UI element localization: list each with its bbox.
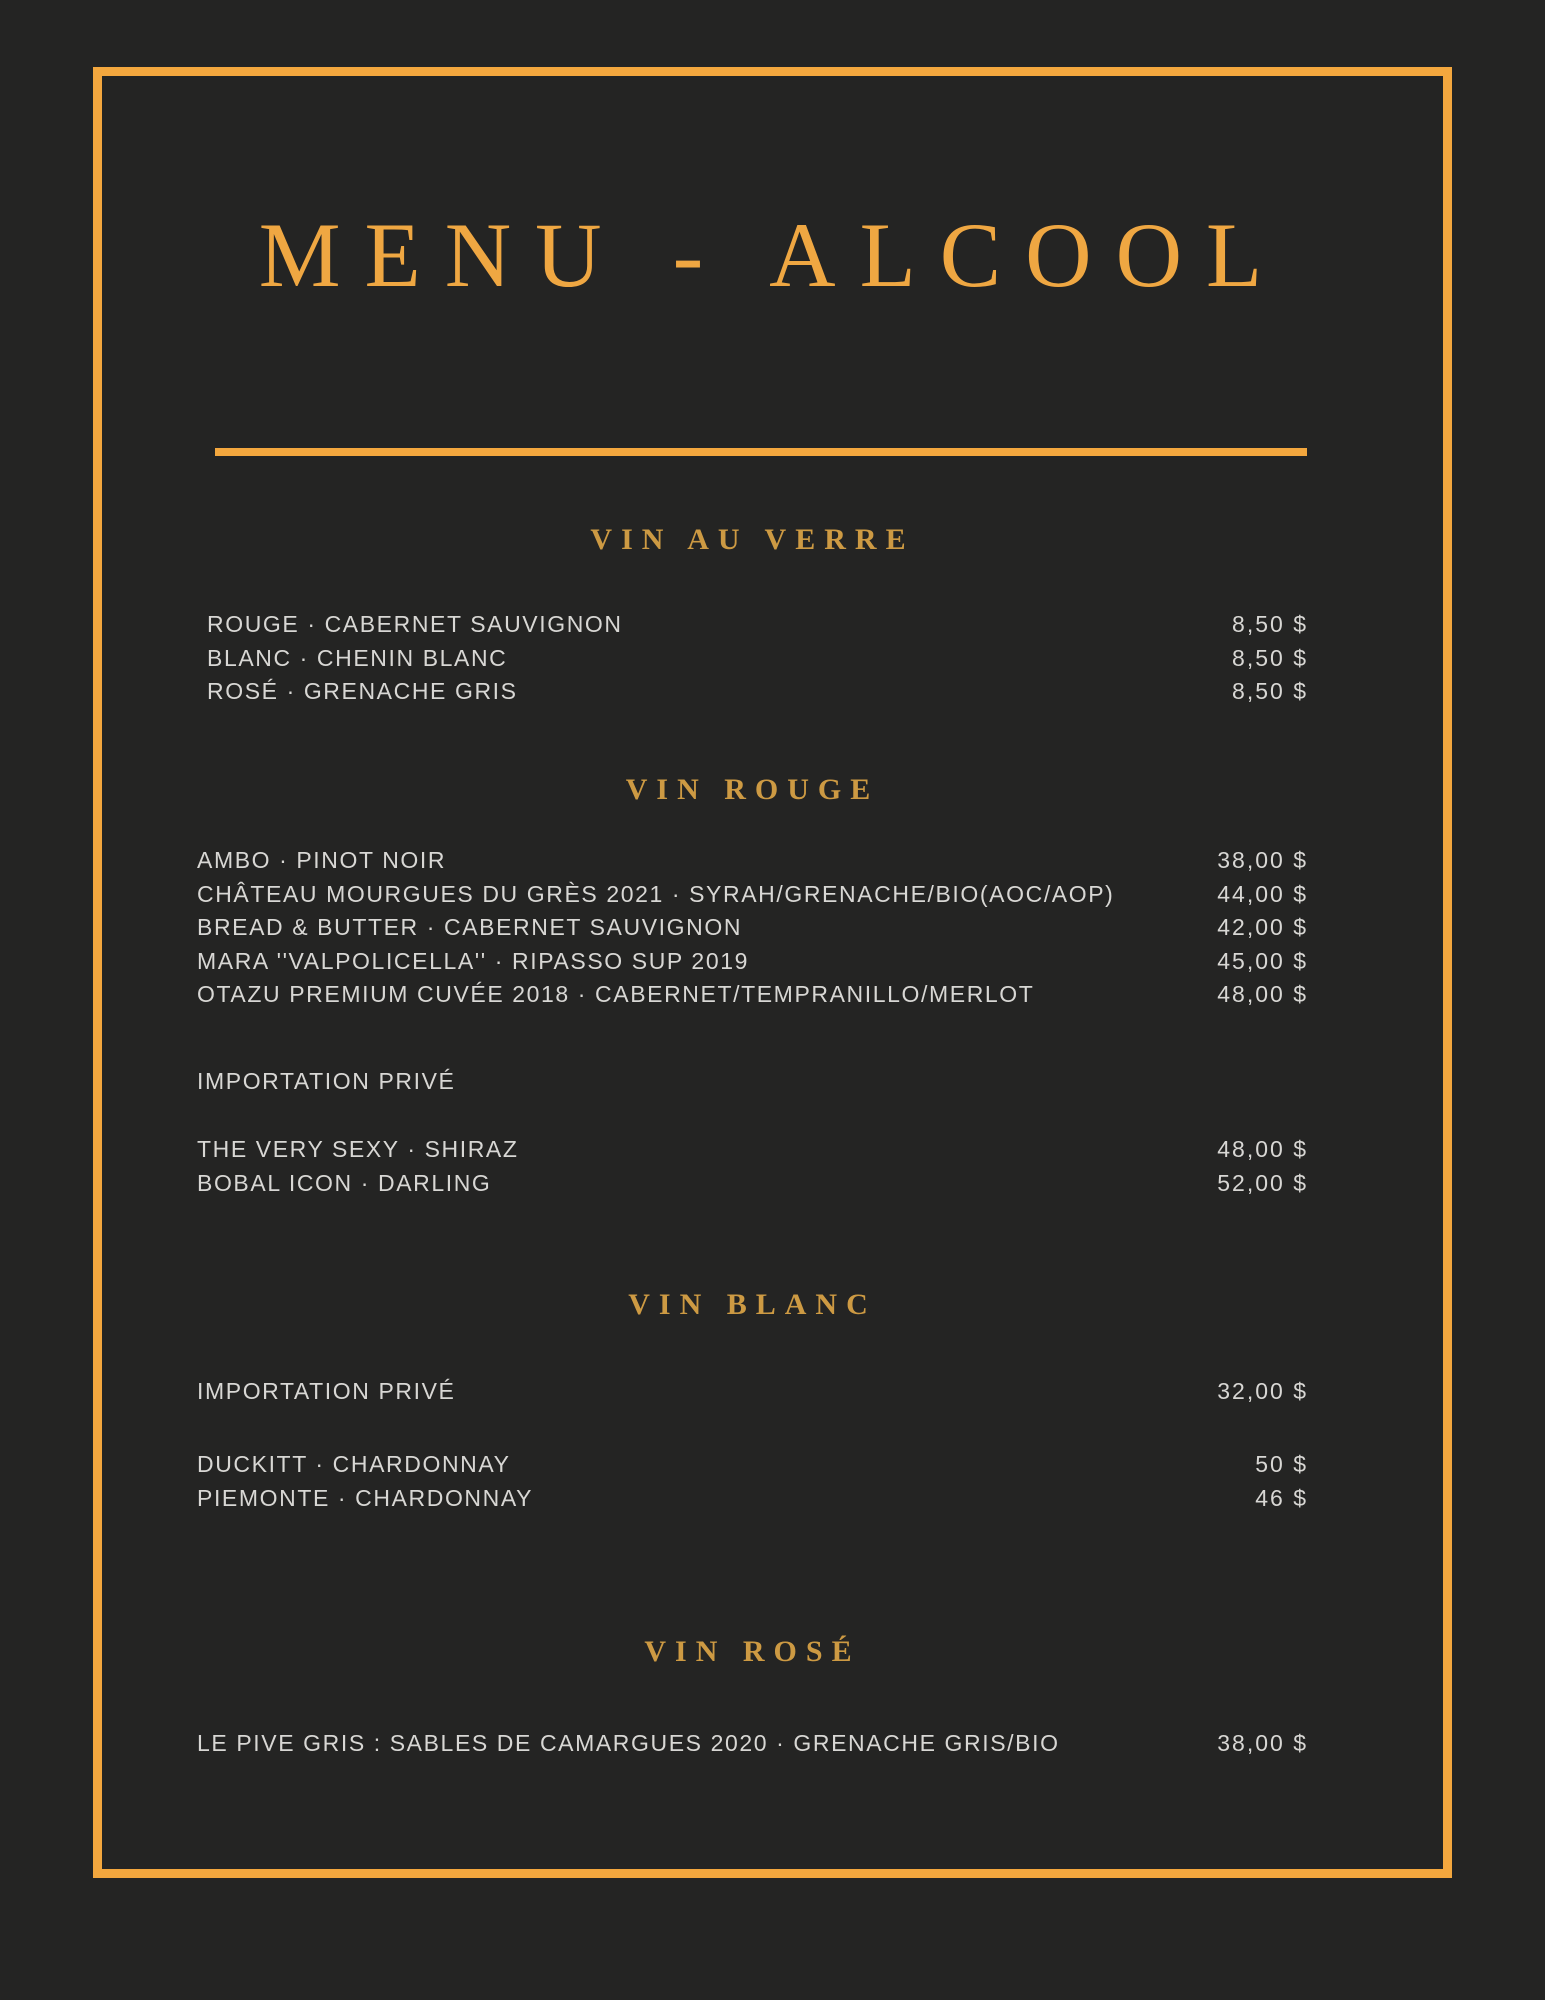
item-name: PIEMONTE · CHARDONNAY: [197, 1484, 534, 1511]
item-price: 38,00 $: [1217, 847, 1308, 873]
item-price: 48,00 $: [1217, 981, 1308, 1007]
section-vin-blanc-row-1: [197, 1378, 1308, 1412]
item-price: 8,50 $: [1232, 611, 1308, 637]
item-name: ROSÉ · GRENACHE GRIS: [207, 678, 518, 704]
item-price: 52,00 $: [1217, 1169, 1308, 1196]
item-price: 44,00 $: [1217, 880, 1308, 907]
menu-item-row: [197, 1485, 1308, 1519]
menu-item-row: [197, 1136, 1308, 1170]
menu-item-row: [197, 847, 1308, 881]
item-price: 48,00 $: [1217, 1136, 1308, 1162]
section-heading-vin-rouge: VIN ROUGE: [625, 773, 880, 806]
item-name: MARA ''VALPOLICELLA'' · RIPASSO SUP 2019: [197, 947, 749, 974]
item-price: 45,00 $: [1217, 947, 1308, 974]
item-name: IMPORTATION PRIVÉ: [197, 1378, 456, 1404]
menu-item-row: [197, 948, 1308, 982]
item-name: BLANC · CHENIN BLANC: [207, 644, 508, 671]
section-heading-vin-au-verre: VIN AU VERRE: [590, 523, 915, 556]
menu-item-row: [197, 914, 1308, 948]
menu-item-row: [197, 1730, 1308, 1764]
item-name: CHÂTEAU MOURGUES DU GRÈS 2021 · SYRAH/GRENACHE/BIO(AOC/AOP): [197, 880, 1115, 907]
item-price: 8,50 $: [1232, 644, 1308, 671]
item-price: 8,50 $: [1232, 678, 1308, 704]
menu-item-row: [197, 1378, 1308, 1412]
menu-title: MENU - ALCOOL: [258, 204, 1287, 306]
section-vin-rose-rows: [197, 1730, 1308, 1764]
section-heading-vin-rose: VIN ROSÉ: [644, 1635, 861, 1668]
item-price: 46 $: [1255, 1484, 1308, 1511]
section-importation-prive-rows: [197, 1136, 1308, 1203]
item-name: THE VERY SEXY · SHIRAZ: [197, 1136, 519, 1162]
item-name: AMBO · PINOT NOIR: [197, 847, 447, 873]
menu-item-row: [197, 1451, 1308, 1485]
menu-item-row: [197, 881, 1308, 915]
menu-item-row: [207, 678, 1308, 712]
menu-item-row: [207, 611, 1308, 645]
section-vin-blanc-rows: [197, 1451, 1308, 1518]
item-price: 32,00 $: [1217, 1378, 1308, 1404]
label-text: IMPORTATION PRIVÉ: [197, 1068, 456, 1094]
title-divider: [215, 448, 1307, 456]
item-price: 38,00 $: [1217, 1730, 1308, 1756]
item-name: BREAD & BUTTER · CABERNET SAUVIGNON: [197, 914, 743, 940]
item-price: 42,00 $: [1217, 914, 1308, 940]
item-name: ROUGE · CABERNET SAUVIGNON: [207, 611, 623, 637]
item-name: OTAZU PREMIUM CUVÉE 2018 · CABERNET/TEMPRANILLO/MERLOT: [197, 981, 1035, 1007]
section-vin-au-verre-rows: [207, 611, 1308, 712]
item-name: DUCKITT · CHARDONNAY: [197, 1451, 511, 1477]
menu-item-row: [197, 1170, 1308, 1204]
menu-item-row: [197, 981, 1308, 1015]
section-vin-rouge-rows: [197, 847, 1308, 1015]
importation-prive-label: [197, 1068, 1308, 1095]
menu-item-row: [207, 645, 1308, 679]
section-heading-vin-blanc: VIN BLANC: [628, 1288, 877, 1321]
item-name: BOBAL ICON · DARLING: [197, 1169, 492, 1196]
item-price: 50 $: [1255, 1451, 1308, 1477]
item-name: LE PIVE GRIS : SABLES DE CAMARGUES 2020 · GRENACHE GRIS/BIO: [197, 1730, 1060, 1756]
